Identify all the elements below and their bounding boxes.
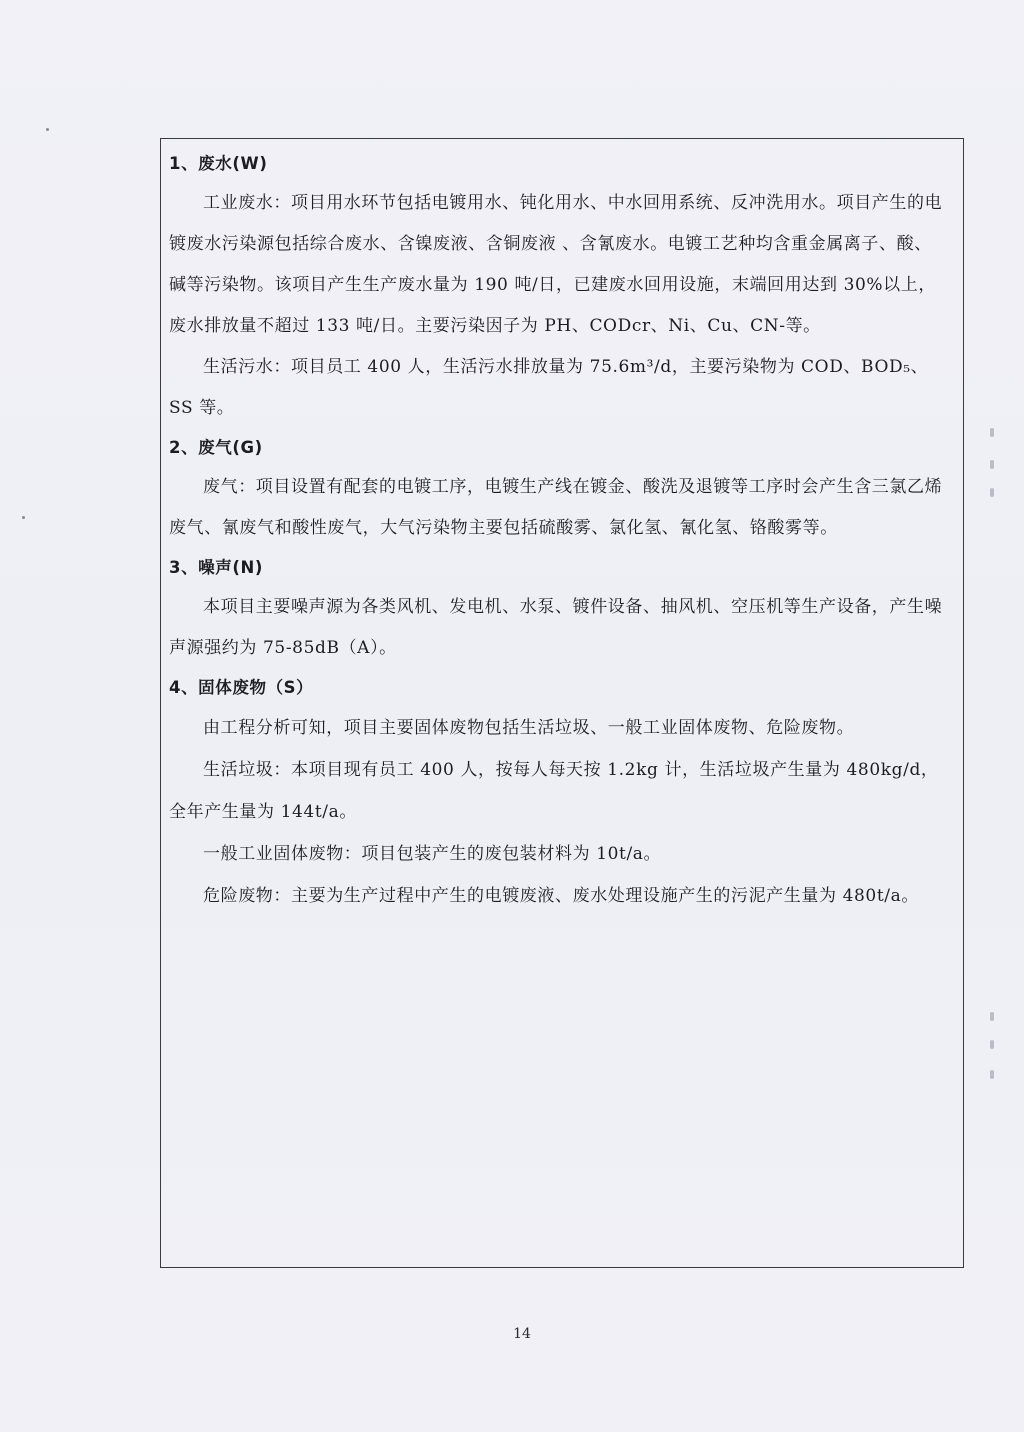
- section-heading-noise: 3、噪声(N): [169, 558, 264, 577]
- scan-speck: [46, 128, 49, 131]
- binder-hole-marks: [984, 0, 1004, 1432]
- paragraph-hazardous-waste: 危险废物：主要为生产过程中产生的电镀废液、废水处理设施产生的污泥产生量为 480t/a。: [203, 886, 919, 906]
- binder-hole-mark: [990, 428, 994, 437]
- paragraph-general-industrial-waste: 一般工业固体废物：项目包装产生的废包装材料为 10t/a。: [203, 844, 662, 864]
- binder-hole-mark: [990, 460, 994, 469]
- binder-hole-mark: [990, 1012, 994, 1021]
- content-frame: [160, 138, 964, 1268]
- section-heading-solid-waste: 4、固体废物（S）: [169, 678, 314, 697]
- document-body: [169, 145, 949, 917]
- binder-hole-mark: [990, 1070, 994, 1079]
- paragraph-solid-waste-summary: 由工程分析可知，项目主要固体废物包括生活垃圾、一般工业固体废物、危险废物。: [203, 718, 855, 738]
- section-heading-exhaust-gas: 2、废气(G): [169, 438, 263, 457]
- paragraph-noise: 本项目主要噪声源为各类风机、发电机、水泵、镀件设备、抽风机、空压机等生产设备，产生噪声源强约为 75-85dB（A）。: [169, 597, 943, 658]
- binder-hole-mark: [990, 1040, 994, 1049]
- binder-hole-mark: [990, 488, 994, 497]
- page-number: 14: [513, 1326, 531, 1342]
- paragraph-household-garbage: 生活垃圾：本项目现有员工 400 人，按每人每天按 1.2kg 计，生活垃圾产生量为 480kg/d，全年产生量为 144t/a。: [169, 760, 939, 822]
- paragraph-industrial-wastewater: 工业废水：项目用水环节包括电镀用水、钝化用水、中水回用系统、反冲洗用水。项目产生的电镀废水污染源包括综合废水、含镍废液、含铜废液 、含氰废水。电镀工艺种均含重金属离子、酸、碱等污染物。该项目产生生产废水量为 190 吨/日，已建废水回用设施，末端回用达到 30%以上，废水排放量不超过 133 吨/日。主要污染因子为 PH、CODcr、Ni、Cu、CN-等。: [169, 193, 943, 336]
- paragraph-domestic-sewage: 生活污水：项目员工 400 人，生活污水排放量为 75.6m³/d，主要污染物为 COD、BOD₅、SS 等。: [169, 357, 929, 418]
- paragraph-exhaust-gas: 废气：项目设置有配套的电镀工序，电镀生产线在镀金、酸洗及退镀等工序时会产生含三氯乙烯废气、氰废气和酸性废气，大气污染物主要包括硫酸雾、氯化氢、氰化氢、铬酸雾等。: [169, 477, 943, 538]
- scan-speck: [22, 516, 25, 519]
- section-heading-wastewater: 1、废水(W): [169, 154, 268, 173]
